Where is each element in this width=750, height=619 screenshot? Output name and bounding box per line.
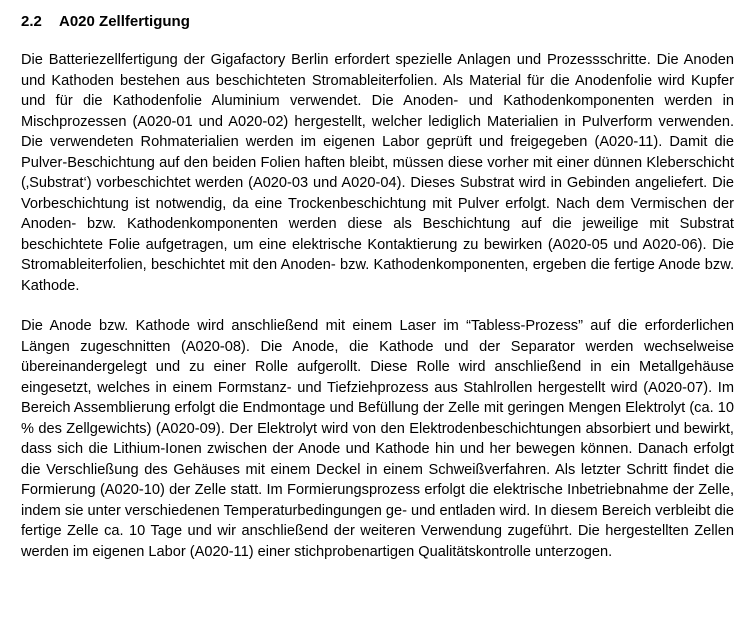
section-heading [21, 12, 734, 32]
section-number: 2.2 [21, 13, 42, 30]
paragraph-assembly-formation: Die Anode bzw. Kathode wird anschließend mit einem Laser im “Tabless-Prozess” auf die erforderlichen Längen zugeschnitten (A020-08). Die Anode, die Kathode und der Separator werden wechselweise übereinandergelegt und zu einer Rolle aufgerollt. Diese Rolle wird anschließend in ein Metallgehäuse eingesetzt, welches in einem Formstanz- und Tiefziehprozess aus Stahlrollen hergestellt wird (A020-07). Im Bereich Assemblierung erfolgt die Endmontage und Befüllung der Zelle mit geringen Mengen Elektrolyt (ca. 10 % des Zellgewichts) (A020-09). Der Elektrolyt wird von den Elektrodenbeschichtungen absorbiert und bewirkt, dass sich die Lithium-Ionen zwischen der Anode und Kathode hin und her bewegen können. Danach erfolgt die Verschließung des Gehäuses mit einem Deckel in einem Schweißverfahren. Als letzter Schritt findet die Formierung (A020-10) der Zelle statt. Im Formierungsprozess erfolgt die elektrische Inbetriebnahme der Zelle, indem sie unter verschiedenen Temperaturbedingungen ge- und entladen wird. In diesem Bereich verbleibt die fertige Zelle ca. 10 Tage und wir anschließend der weiteren Verwendung zugeführt. Die hergestellten Zellen werden im eigenen Labor (A020-11) einer stichprobenartigen Qualitätskontrolle unterzogen. [21, 318, 734, 560]
section-title: A020 Zellfertigung [59, 13, 190, 30]
paragraph-cell-production: Die Batteriezellfertigung der Gigafactory Berlin erfordert spezielle Anlagen und Prozessschritte. Die Anoden und Kathoden bestehen aus beschichteten Stromableiterfolien. Als Material für die Anodenfolie wird Kupfer und für die Kathodenfolie Aluminium verwendet. Die Anoden- und Kathodenkomponenten werden in Mischprozessen (A020-01 und A020-02) hergestellt, welcher lediglich Materialien in Pulverform verwenden. Die verwendeten Rohmaterialien werden im eigenen Labor geprüft und freigegeben (A020-11). Damit die Pulver-Beschichtung auf den beiden Folien haften bleibt, müssen diese vorher mit einer dünnen Kleberschicht (‚Substrat‘) vorbeschichtet werden (A020-03 und A020-04). Dieses Substrat wird in Gebinden angeliefert. Die Vorbeschichtung ist notwendig, da eine Trockenbeschichtung mit Pulver erfolgt. Nach dem Vermischen der Anoden- bzw. Kathodenkomponenten werden diese als Beschichtung auf die jeweilige mit Substrat beschichtete Folie aufgetragen, um eine elektrische Kontaktierung zu bewirken (A020-05 und A020-06). Die Stromableiterfolien, beschichtet mit den Anoden- bzw. Kathodenkomponenten, ergeben die fertige Anode bzw. Kathode. [21, 52, 734, 294]
